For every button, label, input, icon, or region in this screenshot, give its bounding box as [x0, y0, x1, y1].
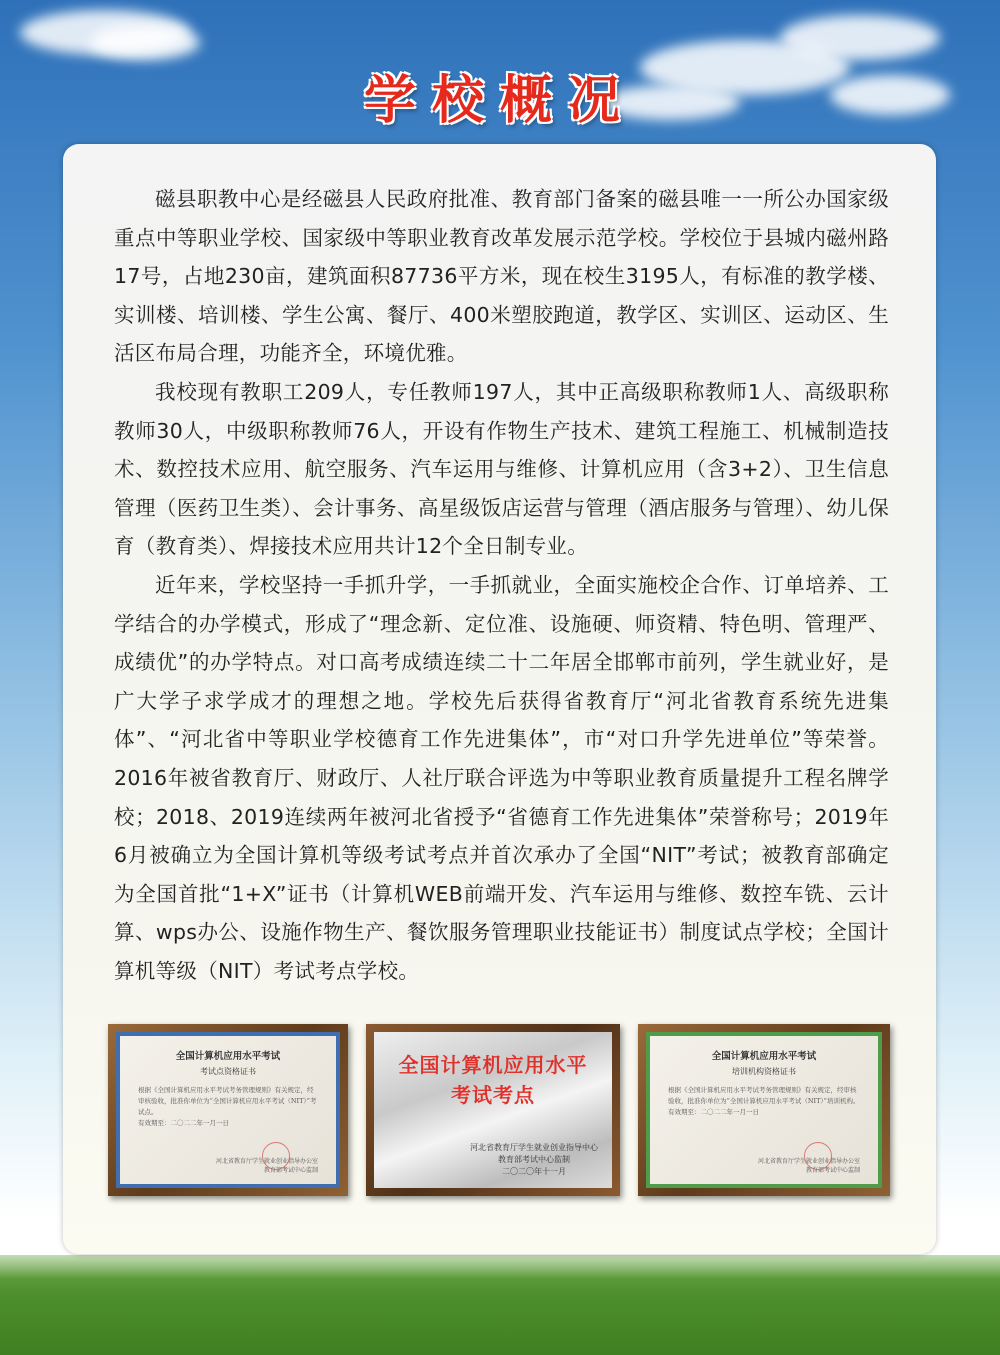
- intro-paragraph: 磁县职教中心是经磁县人民政府批准、教育部门备案的磁县唯一一所公办国家级重点中等职业学校、国家级中等职业教育改革发展示范学校。学校位于县城内磁州路17号，占地230亩，建筑面积87736平方米，现在校生3195人，有标准的教学楼、实训楼、培训楼、学生公寓、餐厅、400米塑胶跑道，教学区、实训区、运动区、生活区布局合理，功能齐全，环境优雅。: [114, 187, 889, 366]
- certificate-body-text: 根据《全国计算机应用水平考试考务管理规则》有关规定，经审核验收，批准你单位为“全国计算机应用水平考试（NIT）”培训机构。: [668, 1086, 860, 1105]
- certificate-title: 全国计算机应用水平考试: [711, 1051, 817, 1062]
- page-title: 学校概况: [363, 70, 636, 131]
- issuer-line: 河北省教育厅学生就业创业指导办公室: [215, 1158, 318, 1165]
- certificate-plaque: [638, 1024, 890, 1196]
- certificate-issuer: [758, 1156, 860, 1174]
- metal-plaque-title: [374, 1050, 612, 1110]
- intro-paragraph: 近年来，学校坚持一手抓升学，一手抓就业，全面实施校企合作、订单培养、工学结合的办学模式，形成了“理念新、定位准、设施硬、师资精、特色明、管理严、成绩优”的办学特点。对口高考成绩连续二十二年居全邯郸市前列，学生就业好，是广大学子求学成才的理想之地。学校先后获得省教育厅“河北省教育系统先进集体”、“河北省中等职业学校德育工作先进集体”，市“对口升学先进单位”等荣誉。2016年被省教育厅、财政厅、人社厅联合评选为中等职业教育质量提升工程名牌学校；2018、2019连续两年被河北省授予“省德育工作先进集体”荣誉称号；2019年6月被确立为全国计算机等级考试考点并首次承办了全国“NIT”考试；被教育部确定为全国首批“1+X”证书（计算机WEB前端开发、汽车运用与维修、数控车铣、云计算、wps办公、设施作物生产、餐饮服务管理职业技能证书）制度试点学校；全国计算机等级（NIT）考试考点学校。: [114, 572, 889, 983]
- metal-title-line: 全国计算机应用水平: [398, 1053, 588, 1077]
- cloud: [780, 15, 940, 60]
- certificate-title: 全国计算机应用水平考试: [175, 1051, 281, 1062]
- issuer-line: 教育部考试中心监制: [498, 1155, 570, 1164]
- certificate-subtitle: 考试点资格证书: [200, 1067, 256, 1076]
- cloud: [90, 25, 200, 60]
- metal-plaque: [366, 1024, 620, 1196]
- intro-text: [114, 180, 889, 990]
- certificate-body: [650, 1077, 878, 1118]
- certificate-body: [120, 1077, 336, 1129]
- certificate-validity: 有效期至：二〇二二年一月一日: [138, 1119, 229, 1127]
- issuer-line: 教育部考试中心监制: [805, 1167, 860, 1174]
- metal-title-line: 考试考点: [451, 1083, 535, 1107]
- metal-plaque-issuer: [470, 1142, 598, 1178]
- certificate-body-text: 根据《全国计算机应用水平考试考务管理规则》有关规定，经审核验收，批准你单位为“全国计算机应用水平考试（NIT）”考试点。: [138, 1086, 317, 1116]
- certificate-face: [116, 1032, 340, 1188]
- content-panel: [63, 144, 936, 1254]
- certificate-subtitle: 培训机构资格证书: [732, 1067, 796, 1076]
- certificate-validity: 有效期至：二〇二二年一月一日: [668, 1108, 759, 1116]
- certificate-plaque: [108, 1024, 348, 1196]
- grass-strip: [0, 1255, 1000, 1355]
- issuer-line: 教育部考试中心监制: [263, 1167, 318, 1174]
- certificate-issuer: [216, 1156, 318, 1174]
- issuer-line: 河北省教育厅学生就业创业指导中心: [470, 1143, 598, 1152]
- plaque-date: 二〇二〇年十一月: [502, 1167, 566, 1176]
- certificate-face: [646, 1032, 882, 1188]
- issuer-line: 河北省教育厅学生就业创业指导办公室: [757, 1158, 860, 1165]
- intro-paragraph: 我校现有教职工209人，专任教师197人，其中正高级职称教师1人、高级职称教师30人，中级职称教师76人，开设有作物生产技术、建筑工程施工、机械制造技术、数控技术应用、航空服务、汽车运用与维修、计算机应用（含3+2）、卫生信息管理（医药卫生类）、会计事务、高星级饭店运营与管理（酒店服务与管理）、幼儿保育（教育类）、焊接技术应用共计12个全日制专业。: [114, 379, 889, 559]
- metal-face: [374, 1032, 612, 1188]
